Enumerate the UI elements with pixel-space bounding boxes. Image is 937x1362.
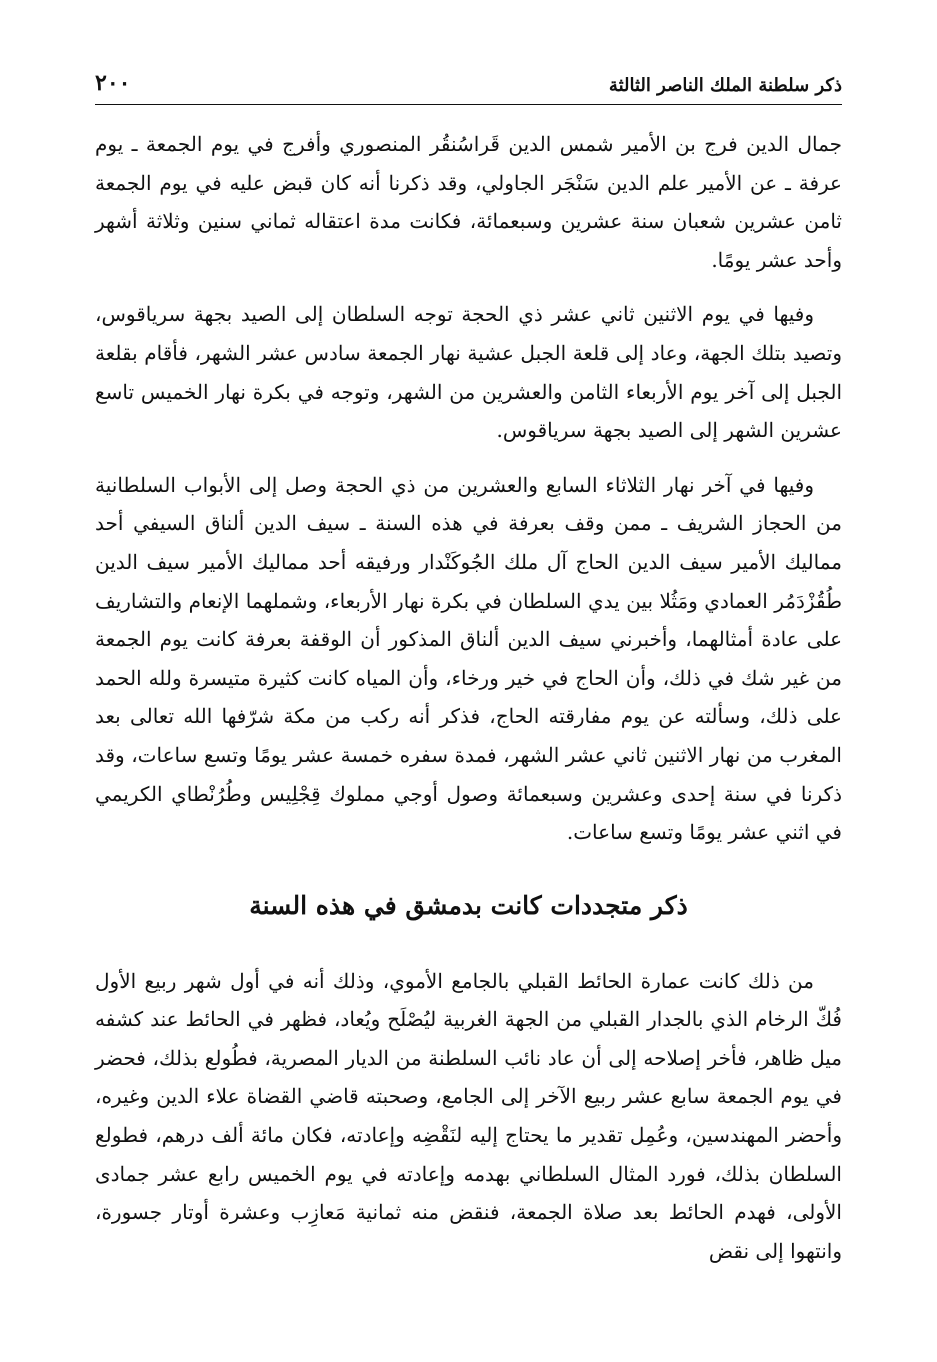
- paragraph: وفيها في يوم الاثنين ثاني عشر ذي الحجة توجه السلطان إلى الصيد بجهة سرياقوس، وتصيد بتلك الجهة، وعاد إلى قلعة الجبل عشية نهار الجمعة سادس عشر الشهر، فأقام بقلعة الجبل إلى آخر يوم الأربعاء الثامن والعشرين من الشهر، وتوجه في بكرة نهار الخميس تاسع عشرين الشهر إلى الصيد بجهة سرياقوس.: [95, 302, 842, 443]
- paragraph: من ذلك كانت عمارة الحائط القبلي بالجامع الأموي، وذلك أنه في أول شهر ربيع الأول فُكّ الرخام الذي بالجدار القبلي من الجهة الغربية ليُصْلَح ويُعاد، فظهر في الحائط عند كشفه ميل ظاهر، فأخر إصلاحه إلى أن عاد نائب السلطنة من الديار المصرية، فطُولع بذلك، فحضر في يوم الجمعة سابع عشر ربيع الآخر إلى الجامع، وصحبته قاضي القضاة علاء الدين وغيره، وأحضر المهندسين، وعُمِل تقدير ما يحتاج إليه لنَقْضِه وإعادته، فكان مائة ألف درهم، فطولع السلطان بذلك، فورد المثال السلطاني بهدمه وإعادته في يوم الخميس رابع عشر جمادى الأولى، فهدم الحائط بعد صلاة الجمعة، فنقض منه ثمانية مَعازِب وعشرة أوتار جسورة، وانتهوا إلى نقض: [95, 968, 842, 1263]
- paragraph: جمال الدين فرج بن الأمير شمس الدين قَراسُنقُر المنصوري وأفرج في يوم الجمعة ـ يوم عرفة ـ عن الأمير علم الدين سَنْجَر الجاولي، وقد ذكرنا أنه كان قبض عليه في يوم الجمعة ثامن عشرين شعبان سنة عشرين وسبعمائة، فكانت مدة اعتقاله ثماني سنين وثلاثة أشهر وأحد عشر يومًا.: [95, 132, 842, 272]
- paragraph: وفيها في آخر نهار الثلاثاء السابع والعشرين من ذي الحجة وصل إلى الأبواب السلطانية من الحجاز الشريف ـ ممن وقف بعرفة في هذه السنة ـ سيف الدين ألناق السيفي أحد مماليك الأمير سيف الدين الحاج آل ملك الجُوكَنْدار ورفيقه أحد مماليك الأمير سيف الدين طُقُزْدَمُر العمادي ومَثُلا بين يدي السلطان في بكرة نهار الأربعاء، وشملهما الإنعام والتشاريف على عادة أمثالهما، وأخبرني سيف الدين ألناق المذكور أن الوقفة بعرفة كانت يوم الجمعة من غير شك في ذلك، وأن الحاج في خير ورخاء، وأن المياه كانت كثيرة متيسرة ولله الحمد على ذلك، وسألته عن يوم مفارقته الحاج، فذكر أنه ركب من مكة شرّفها الله تعالى بعد المغرب من نهار الاثنين ثاني عشر الشهر، فمدة سفره خمسة عشر يومًا وتسع ساعات، وقد ذكرنا في سنة إحدى وعشرين وسبعمائة وصول أوجي مملوك قِجْلِيس وطُرُنْطاي الكريمي في اثني عشر يومًا وتسع ساعات.: [95, 472, 843, 845]
- running-title: ذكر سلطنة الملك الناصر الثالثة: [608, 75, 842, 96]
- body-text: [95, 125, 842, 1286]
- section-heading: ذكر متجددات كانت بدمشق في هذه السنة: [249, 890, 688, 920]
- running-header: [95, 70, 842, 105]
- page-number: ٢٠٠: [95, 70, 131, 96]
